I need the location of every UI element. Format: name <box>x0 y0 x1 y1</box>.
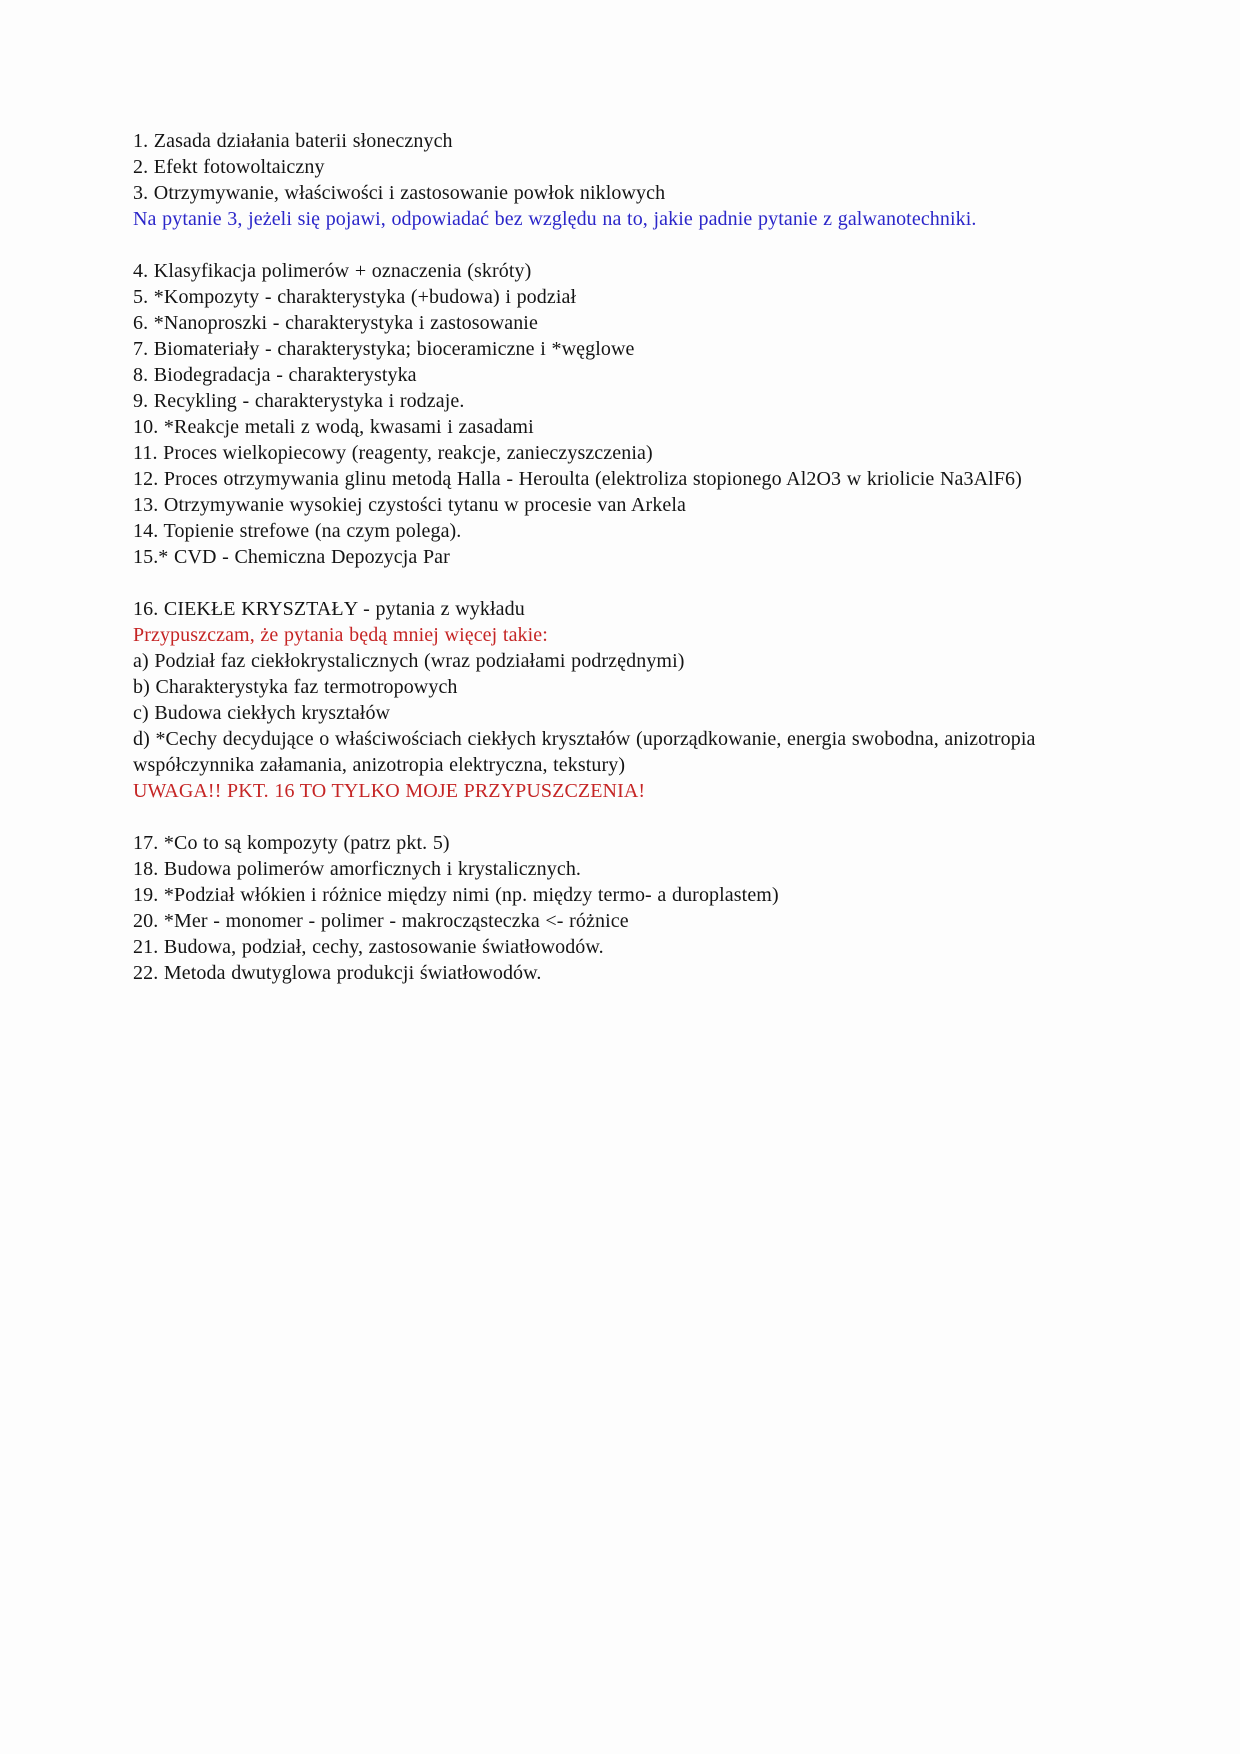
text-line: a) Podział faz ciekłokrystalicznych (wraz podziałami podrzędnymi) <box>133 650 685 672</box>
text-line: c) Budowa ciekłych kryształów <box>133 702 391 724</box>
text-line: 5. *Kompozyty - charakterystyka (+budowa) i podział <box>133 286 577 308</box>
text-line: 1. Zasada działania baterii słonecznych <box>133 130 453 152</box>
text-line: 17. *Co to są kompozyty (patrz pkt. 5) <box>133 832 450 854</box>
text-line: 15.* CVD - Chemiczna Depozycja Par <box>133 546 450 568</box>
text-line: 6. *Nanoproszki - charakterystyka i zastosowanie <box>133 312 538 334</box>
text-line: 14. Topienie strefowe (na czym polega). <box>133 520 462 542</box>
text-line: 2. Efekt fotowoltaiczny <box>133 156 325 178</box>
text-line: 22. Metoda dwutyglowa produkcji światłowodów. <box>133 962 542 984</box>
text-line: 11. Proces wielkopiecowy (reagenty, reakcje, zanieczyszczenia) <box>133 442 653 464</box>
text-line: d) *Cechy decydujące o właściwościach ciekłych kryształów (uporządkowanie, energia swobodna, anizotropia współczynnika załamania, anizotropia elektryczna, tekstury) <box>133 728 1036 776</box>
text-line: 19. *Podział włókien i różnice między nimi (np. między termo- a duroplastem) <box>133 884 779 906</box>
text-line: UWAGA!! PKT. 16 TO TYLKO MOJE PRZYPUSZCZENIA! <box>133 780 646 802</box>
text-line: 16. CIEKŁE KRYSZTAŁY - pytania z wykładu <box>133 598 525 620</box>
text-line: b) Charakterystyka faz termotropowych <box>133 676 458 698</box>
text-line: 18. Budowa polimerów amorficznych i krystalicznych. <box>133 858 582 880</box>
text-line: 3. Otrzymywanie, właściwości i zastosowanie powłok niklowych <box>133 182 666 204</box>
text-line: Na pytanie 3, jeżeli się pojawi, odpowiadać bez względu na to, jakie padnie pytanie z galwanotechniki. <box>133 208 977 230</box>
text-line: 21. Budowa, podział, cechy, zastosowanie światłowodów. <box>133 936 604 958</box>
text-line: 9. Recykling - charakterystyka i rodzaje. <box>133 390 465 412</box>
document-body <box>133 128 1071 1012</box>
question-block <box>133 830 1071 986</box>
text-line: 4. Klasyfikacja polimerów + oznaczenia (skróty) <box>133 260 532 282</box>
text-line: 13. Otrzymywanie wysokiej czystości tytanu w procesie van Arkela <box>133 494 687 516</box>
question-block <box>133 128 1071 232</box>
text-line: 12. Proces otrzymywania glinu metodą Halla - Heroulta (elektroliza stopionego Al2O3 w kriolicie Na3AlF6) <box>133 468 1022 490</box>
text-line: 8. Biodegradacja - charakterystyka <box>133 364 417 386</box>
text-line: Przypuszczam, że pytania będą mniej więcej takie: <box>133 624 548 646</box>
text-line: 7. Biomateriały - charakterystyka; bioceramiczne i *węglowe <box>133 338 635 360</box>
text-line: 20. *Mer - monomer - polimer - makrocząsteczka <- różnice <box>133 910 629 932</box>
question-block <box>133 258 1071 570</box>
text-line: 10. *Reakcje metali z wodą, kwasami i zasadami <box>133 416 534 438</box>
question-block <box>133 596 1071 804</box>
